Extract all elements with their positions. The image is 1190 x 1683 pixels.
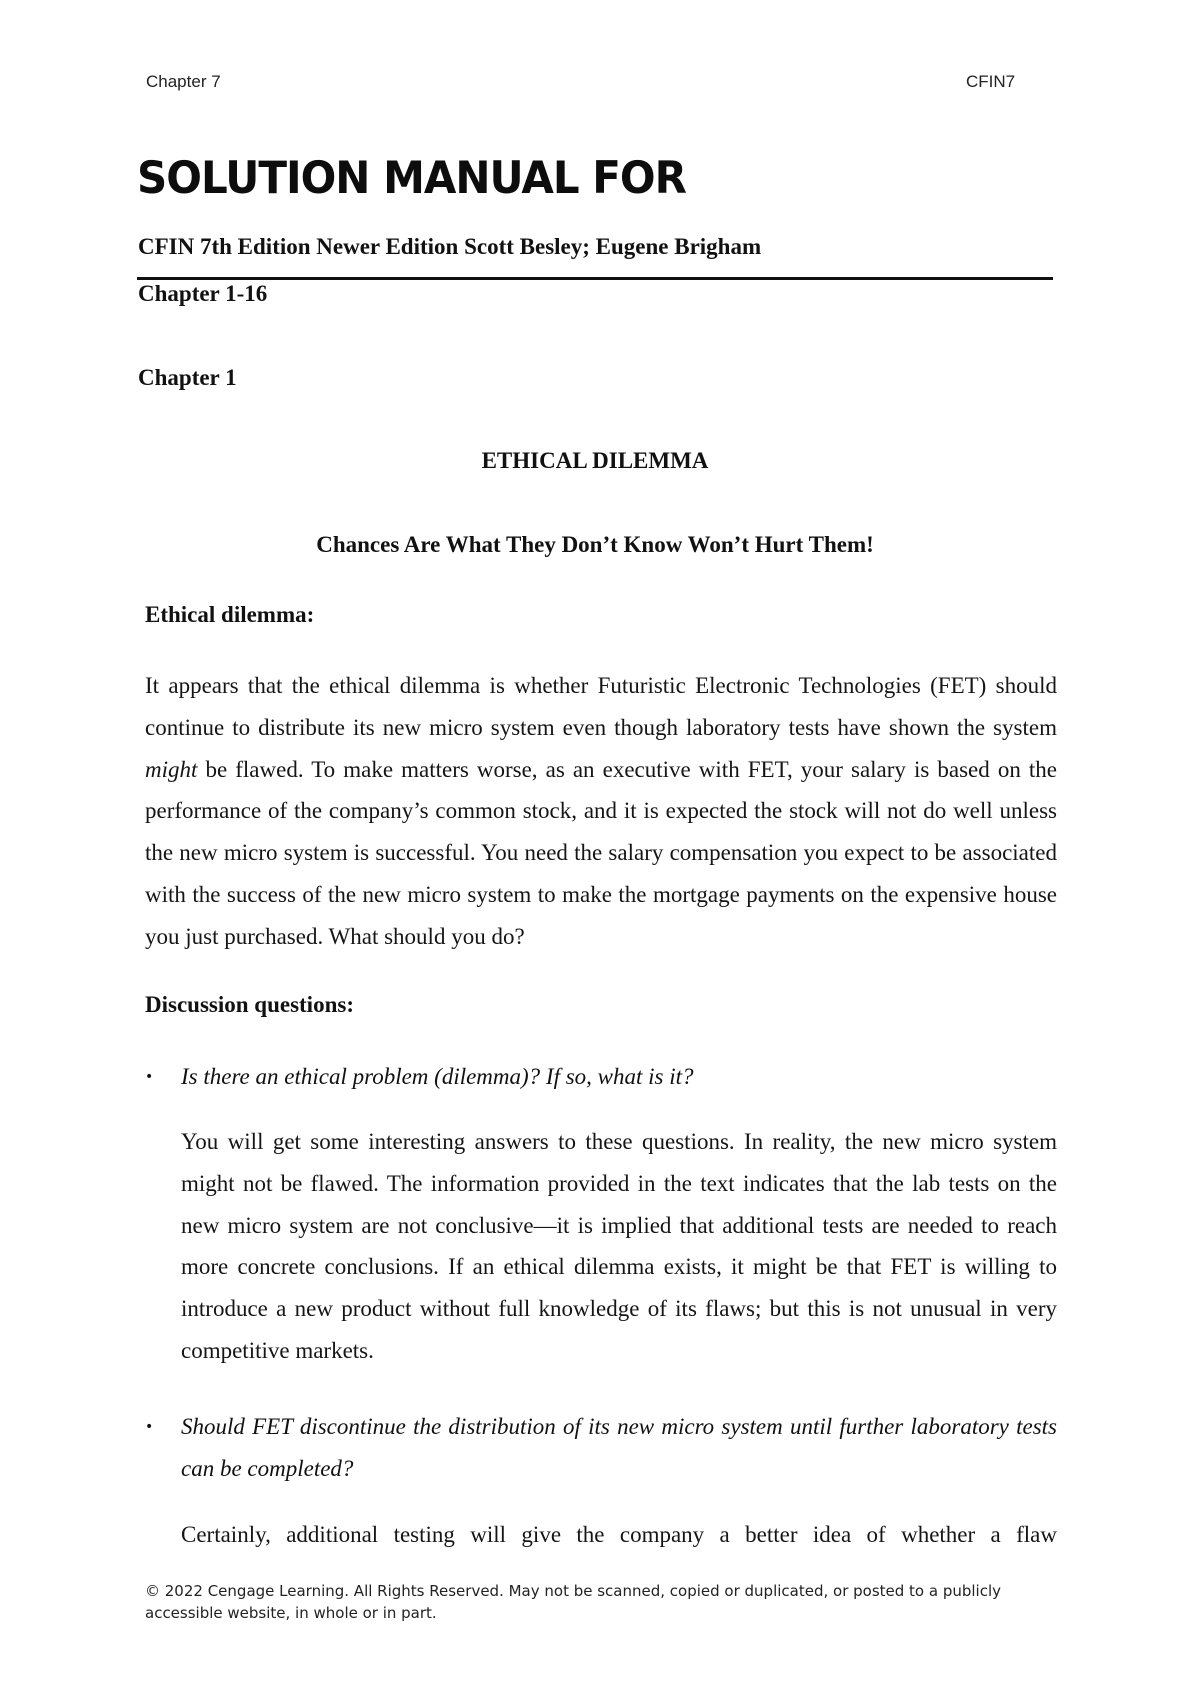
dilemma-paragraph xyxy=(145,665,1057,958)
dilemma-text-part1: It appears that the ethical dilemma is whether Futuristic Electronic Technologies (FET) should continue to distribute its new micro system even though laboratory tests have shown the system xyxy=(145,673,1057,740)
chapter-heading: Chapter 1 xyxy=(138,365,237,390)
answer-1: You will get some interesting answers to these questions. In reality, the new micro system might not be flawed. The information provided in the text indicates that the lab tests on the new micro system are not conclusive—it is implied that additional tests are needed to reach more concrete conclusions. If an ethical dilemma exists, it might be that FET is willing to introduce a new product without full knowledge of its flaws; but this is not unusual in very competitive markets. xyxy=(181,1129,1057,1363)
copyright-footer: © 2022 Cengage Learning. All Rights Reserved. May not be scanned, copied or duplicated, or posted to a publicly accessible website, in whole or in part. xyxy=(145,1582,1002,1622)
answer-2: Certainly, additional testing will give the company a better idea of whether a flaw xyxy=(181,1522,1057,1547)
discussion-questions-label: Discussion questions: xyxy=(145,992,354,1017)
running-header-left: Chapter 7 xyxy=(146,72,221,91)
dilemma-emphasis: might xyxy=(145,756,198,782)
section-title: ETHICAL DILEMMA xyxy=(481,448,709,473)
document-title: SOLUTION MANUAL FOR xyxy=(137,152,686,204)
bullet-icon: • xyxy=(145,1419,154,1435)
case-title: Chances Are What They Don’t Know Won’t Hurt Them! xyxy=(316,532,874,557)
running-header-right: CFIN7 xyxy=(966,72,1016,91)
title-divider xyxy=(137,277,1053,280)
question-2: Should FET discontinue the distribution of its new micro system until further laboratory tests can be completed? xyxy=(181,1414,1057,1481)
ethical-dilemma-label: Ethical dilemma: xyxy=(145,602,315,627)
question-1: Is there an ethical problem (dilemma)? If so, what is it? xyxy=(181,1064,694,1089)
book-subtitle: CFIN 7th Edition Newer Edition Scott Besley; Eugene Brigham xyxy=(138,234,762,259)
dilemma-text-part2: be flawed. To make matters worse, as an executive with FET, your salary is based on the performance of the company’s common stock, and it is expected the stock will not do well unless the new micro system is successful. You need the salary compensation you expect to be associated with the success of the new micro system to make the mortgage payments on the expensive house you just purchased. What should you do? xyxy=(145,756,1057,949)
bullet-icon: • xyxy=(145,1069,154,1085)
chapter-range: Chapter 1-16 xyxy=(138,281,268,306)
